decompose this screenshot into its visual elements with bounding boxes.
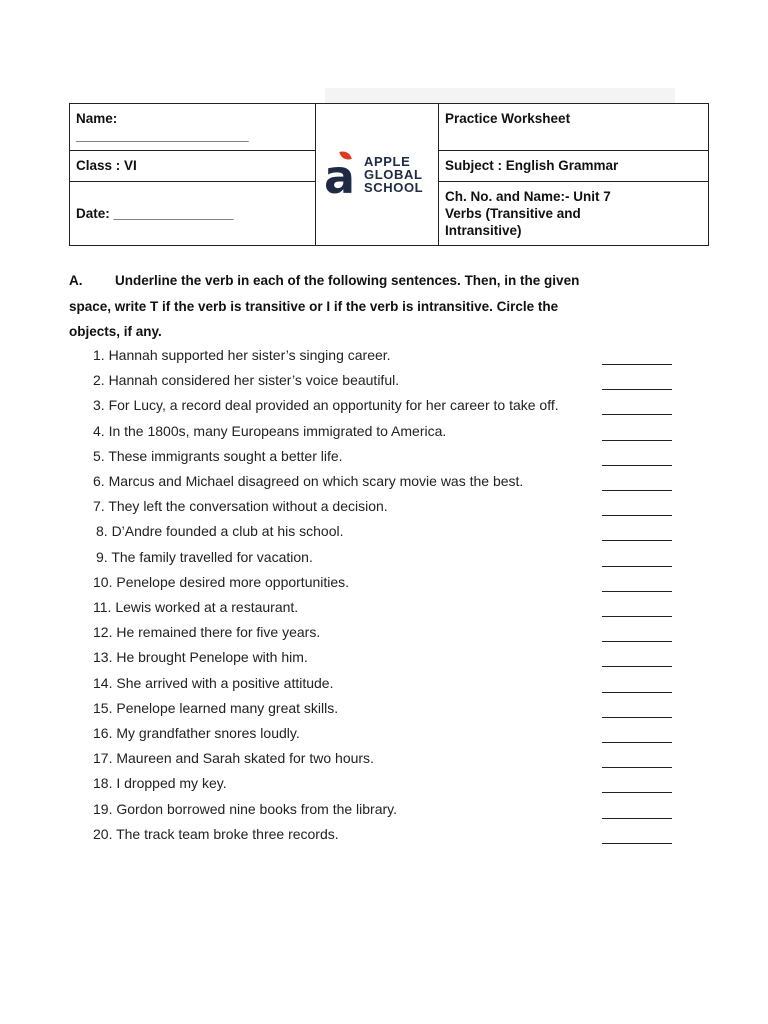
question-item [0, 570, 768, 595]
question-text: 8. D’Andre founded a club at his school. [96, 523, 344, 540]
question-text: 3. For Lucy, a record deal provided an opportunity for her career to take off. [93, 397, 559, 414]
answer-blank[interactable] [602, 577, 672, 592]
answer-blank[interactable] [602, 602, 672, 617]
question-item [0, 545, 768, 570]
section-instructions [69, 268, 709, 345]
question-item [0, 771, 768, 796]
question-text: 18. I dropped my key. [93, 775, 227, 792]
question-text: 6. Marcus and Michael disagreed on which scary movie was the best. [93, 473, 524, 489]
instructions-line-2: space, write T if the verb is transitive or I if the verb is intransitive. Circle the [69, 298, 559, 314]
logo-line-2: GLOBAL [364, 167, 423, 182]
answer-blank[interactable] [602, 703, 672, 718]
name-label: Name: [76, 111, 118, 126]
answer-blank[interactable] [602, 501, 672, 516]
question-text: 19. Gordon borrowed nine books from the library. [93, 800, 398, 817]
apple-logo-icon: a [324, 149, 356, 204]
question-item [0, 696, 768, 721]
worksheet-title: Practice Worksheet [439, 104, 709, 151]
answer-blank[interactable] [602, 829, 672, 844]
chapter-line-1: Ch. No. and Name:- Unit 7 [445, 189, 611, 204]
header-shade [325, 88, 675, 104]
chapter-line-3: Intransitive) [445, 223, 522, 238]
question-item [0, 822, 768, 847]
name-cell[interactable] [70, 104, 316, 151]
answer-blank[interactable] [602, 652, 672, 667]
question-item [0, 645, 768, 670]
subject-cell: Subject : English Grammar [439, 151, 709, 182]
answer-blank[interactable] [602, 804, 672, 819]
question-item [0, 797, 768, 822]
question-item [0, 343, 768, 368]
chapter-cell [439, 182, 709, 246]
question-text: 14. She arrived with a positive attitude. [93, 674, 334, 691]
question-text: 12. He remained there for five years. [93, 624, 321, 641]
question-item [0, 469, 768, 494]
logo-line-1: APPLE [364, 154, 411, 169]
question-text: 11. Lewis worked at a restaurant. [93, 599, 299, 615]
section-letter: A. [69, 273, 83, 288]
question-item [0, 393, 768, 418]
answer-blank[interactable] [602, 728, 672, 743]
instructions-line-3: objects, if any. [69, 324, 162, 339]
question-item [0, 721, 768, 746]
name-line: _______________________ [76, 128, 249, 143]
instructions-line-1: Underline the verb in each of the following sentences. Then, in the given [115, 273, 580, 288]
question-item [0, 368, 768, 393]
answer-blank[interactable] [602, 426, 672, 441]
answer-blank[interactable] [602, 451, 672, 466]
question-item [0, 620, 768, 645]
question-item [0, 494, 768, 519]
question-text: 5. These immigrants sought a better life. [93, 447, 343, 464]
question-item [0, 419, 768, 444]
question-text: 1. Hannah supported her sister’s singing career. [93, 347, 391, 363]
answer-blank[interactable] [602, 552, 672, 567]
worksheet-header-table [69, 103, 709, 246]
question-text: 20. The track team broke three records. [93, 825, 339, 842]
answer-blank[interactable] [602, 627, 672, 642]
question-item [0, 595, 768, 620]
question-text: 13. He brought Penelope with him. [93, 649, 308, 666]
answer-blank[interactable] [602, 350, 672, 365]
answer-blank[interactable] [602, 678, 672, 693]
question-text: 4. In the 1800s, many Europeans immigrated to America. [93, 422, 447, 439]
question-text: 15. Penelope learned many great skills. [93, 699, 339, 716]
date-cell[interactable]: Date: ________________ [70, 182, 316, 246]
class-cell: Class : VI [70, 151, 316, 182]
question-text: 7. They left the conversation without a decision. [93, 498, 388, 515]
answer-blank[interactable] [602, 526, 672, 541]
chapter-line-2: Verbs (Transitive and [445, 206, 581, 221]
question-text: 16. My grandfather snores loudly. [93, 725, 300, 741]
question-item [0, 671, 768, 696]
logo-wordmark [364, 155, 423, 194]
question-text: 17. Maureen and Sarah skated for two hours. [93, 750, 374, 767]
question-item [0, 746, 768, 771]
question-text: 9. The family travelled for vacation. [96, 548, 313, 565]
question-item [0, 444, 768, 469]
question-text: 2. Hannah considered her sister’s voice beautiful. [93, 372, 400, 389]
school-logo [324, 149, 438, 204]
logo-cell [316, 104, 439, 246]
question-item [0, 519, 768, 544]
answer-blank[interactable] [602, 778, 672, 793]
answer-blank[interactable] [602, 753, 672, 768]
answer-blank[interactable] [602, 375, 672, 390]
answer-blank[interactable] [602, 400, 672, 415]
logo-line-3: SCHOOL [364, 180, 424, 195]
question-text: 10. Penelope desired more opportunities. [93, 573, 350, 590]
answer-blank[interactable] [602, 476, 672, 491]
